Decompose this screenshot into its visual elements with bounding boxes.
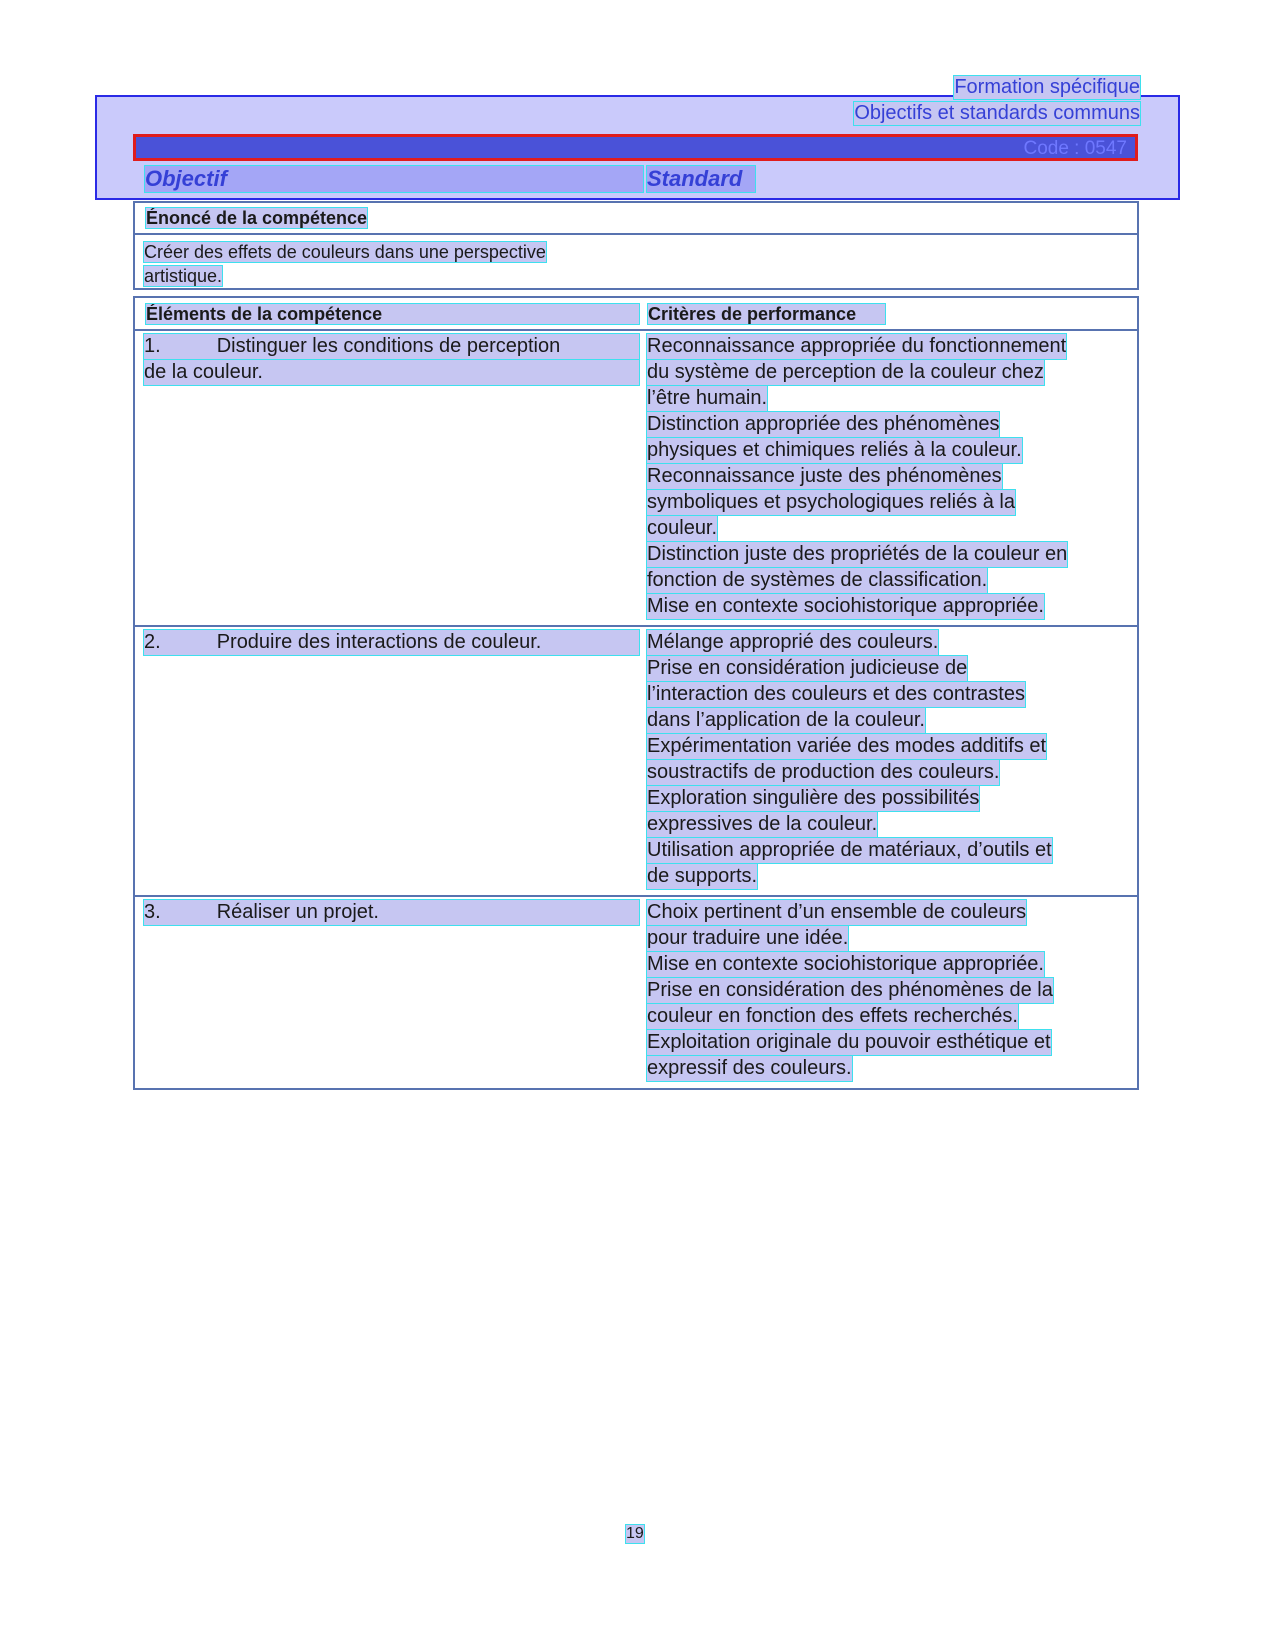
element-line-with-number: [144, 334, 639, 359]
element-text: Produire des interactions de couleur.: [216, 631, 542, 653]
criterion-line: couleur en fonction des effets recherchés.: [647, 1005, 1018, 1027]
criterion-line: fonction de systèmes de classification.: [647, 569, 988, 591]
competency-code: Code : 0547: [1023, 138, 1127, 159]
divider: [135, 625, 1137, 627]
standard-heading: Standard: [647, 166, 755, 192]
criterion-line: Expérimentation variée des modes additifs et: [647, 735, 1047, 757]
criterion-line: Reconnaissance juste des phénomènes: [647, 465, 1002, 487]
criterion-line: Reconnaissance appropriée du fonctionnement: [647, 335, 1067, 357]
criterion-line: Distinction juste des propriétés de la couleur en: [647, 543, 1068, 565]
criterion-line: expressives de la couleur.: [647, 813, 878, 835]
section-title: Objectifs et standards communs: [854, 102, 1140, 124]
divider: [135, 329, 1137, 331]
criterion-line: physiques et chimiques reliés à la couleur.: [647, 439, 1022, 461]
criterion-line: symboliques et psychologiques reliés à la: [647, 491, 1015, 513]
divider: [135, 233, 1137, 235]
element-line-with-number: [144, 630, 639, 655]
criterion-line: du système de perception de la couleur chez: [647, 361, 1044, 383]
criterion-line: Exploitation originale du pouvoir esthétique et: [647, 1031, 1051, 1053]
criterion-line: soustractifs de production des couleurs.: [647, 761, 1000, 783]
element-line: de la couleur.: [144, 360, 639, 385]
enonce-table: [133, 201, 1139, 290]
criterion-line: de supports.: [647, 865, 758, 887]
criterion-line: Prise en considération des phénomènes de la: [647, 979, 1053, 1001]
enonce-title: Énoncé de la compétence: [146, 208, 368, 228]
element-text: Distinguer les conditions de perception: [216, 335, 561, 357]
element-number: 3.: [144, 901, 161, 923]
criterion-line: couleur.: [647, 517, 718, 539]
criterion-line: expressif des couleurs.: [647, 1057, 852, 1079]
criterion-line: l’interaction des couleurs et des contrastes: [647, 683, 1025, 705]
criterion-line: Mise en contexte sociohistorique appropriée.: [647, 953, 1044, 975]
competency-table: [133, 296, 1139, 1090]
criterion-line: l’être humain.: [647, 387, 768, 409]
criterion-line: Exploration singulière des possibilités: [647, 787, 980, 809]
criterion-line: dans l’application de la couleur.: [647, 709, 925, 731]
criterion-line: Mise en contexte sociohistorique appropriée.: [647, 595, 1044, 617]
criterion-line: Distinction appropriée des phénomènes: [647, 413, 1000, 435]
element-line-with-number: [144, 900, 639, 925]
criterion-line: Choix pertinent d’un ensemble de couleurs: [647, 901, 1027, 923]
col-elements-header: Éléments de la compétence: [146, 304, 639, 324]
criterion-line: Prise en considération judicieuse de: [647, 657, 968, 679]
element-number: 1.: [144, 335, 161, 357]
element-text: Réaliser un projet.: [216, 901, 379, 923]
enonce-line: artistique.: [144, 266, 223, 286]
page-number: 19: [626, 1525, 644, 1542]
code-bar: [133, 134, 1138, 161]
criterion-line: Mélange approprié des couleurs.: [647, 631, 939, 653]
col-criteria-header: Critères de performance: [648, 304, 885, 324]
criterion-line: Utilisation appropriée de matériaux, d’outils et: [647, 839, 1052, 861]
program-title: Formation spécifique: [954, 76, 1140, 98]
enonce-line: Créer des effets de couleurs dans une perspective: [144, 242, 546, 262]
criterion-line: pour traduire une idée.: [647, 927, 849, 949]
divider: [135, 895, 1137, 897]
objectif-heading: Objectif: [145, 166, 643, 192]
element-number: 2.: [144, 631, 161, 653]
